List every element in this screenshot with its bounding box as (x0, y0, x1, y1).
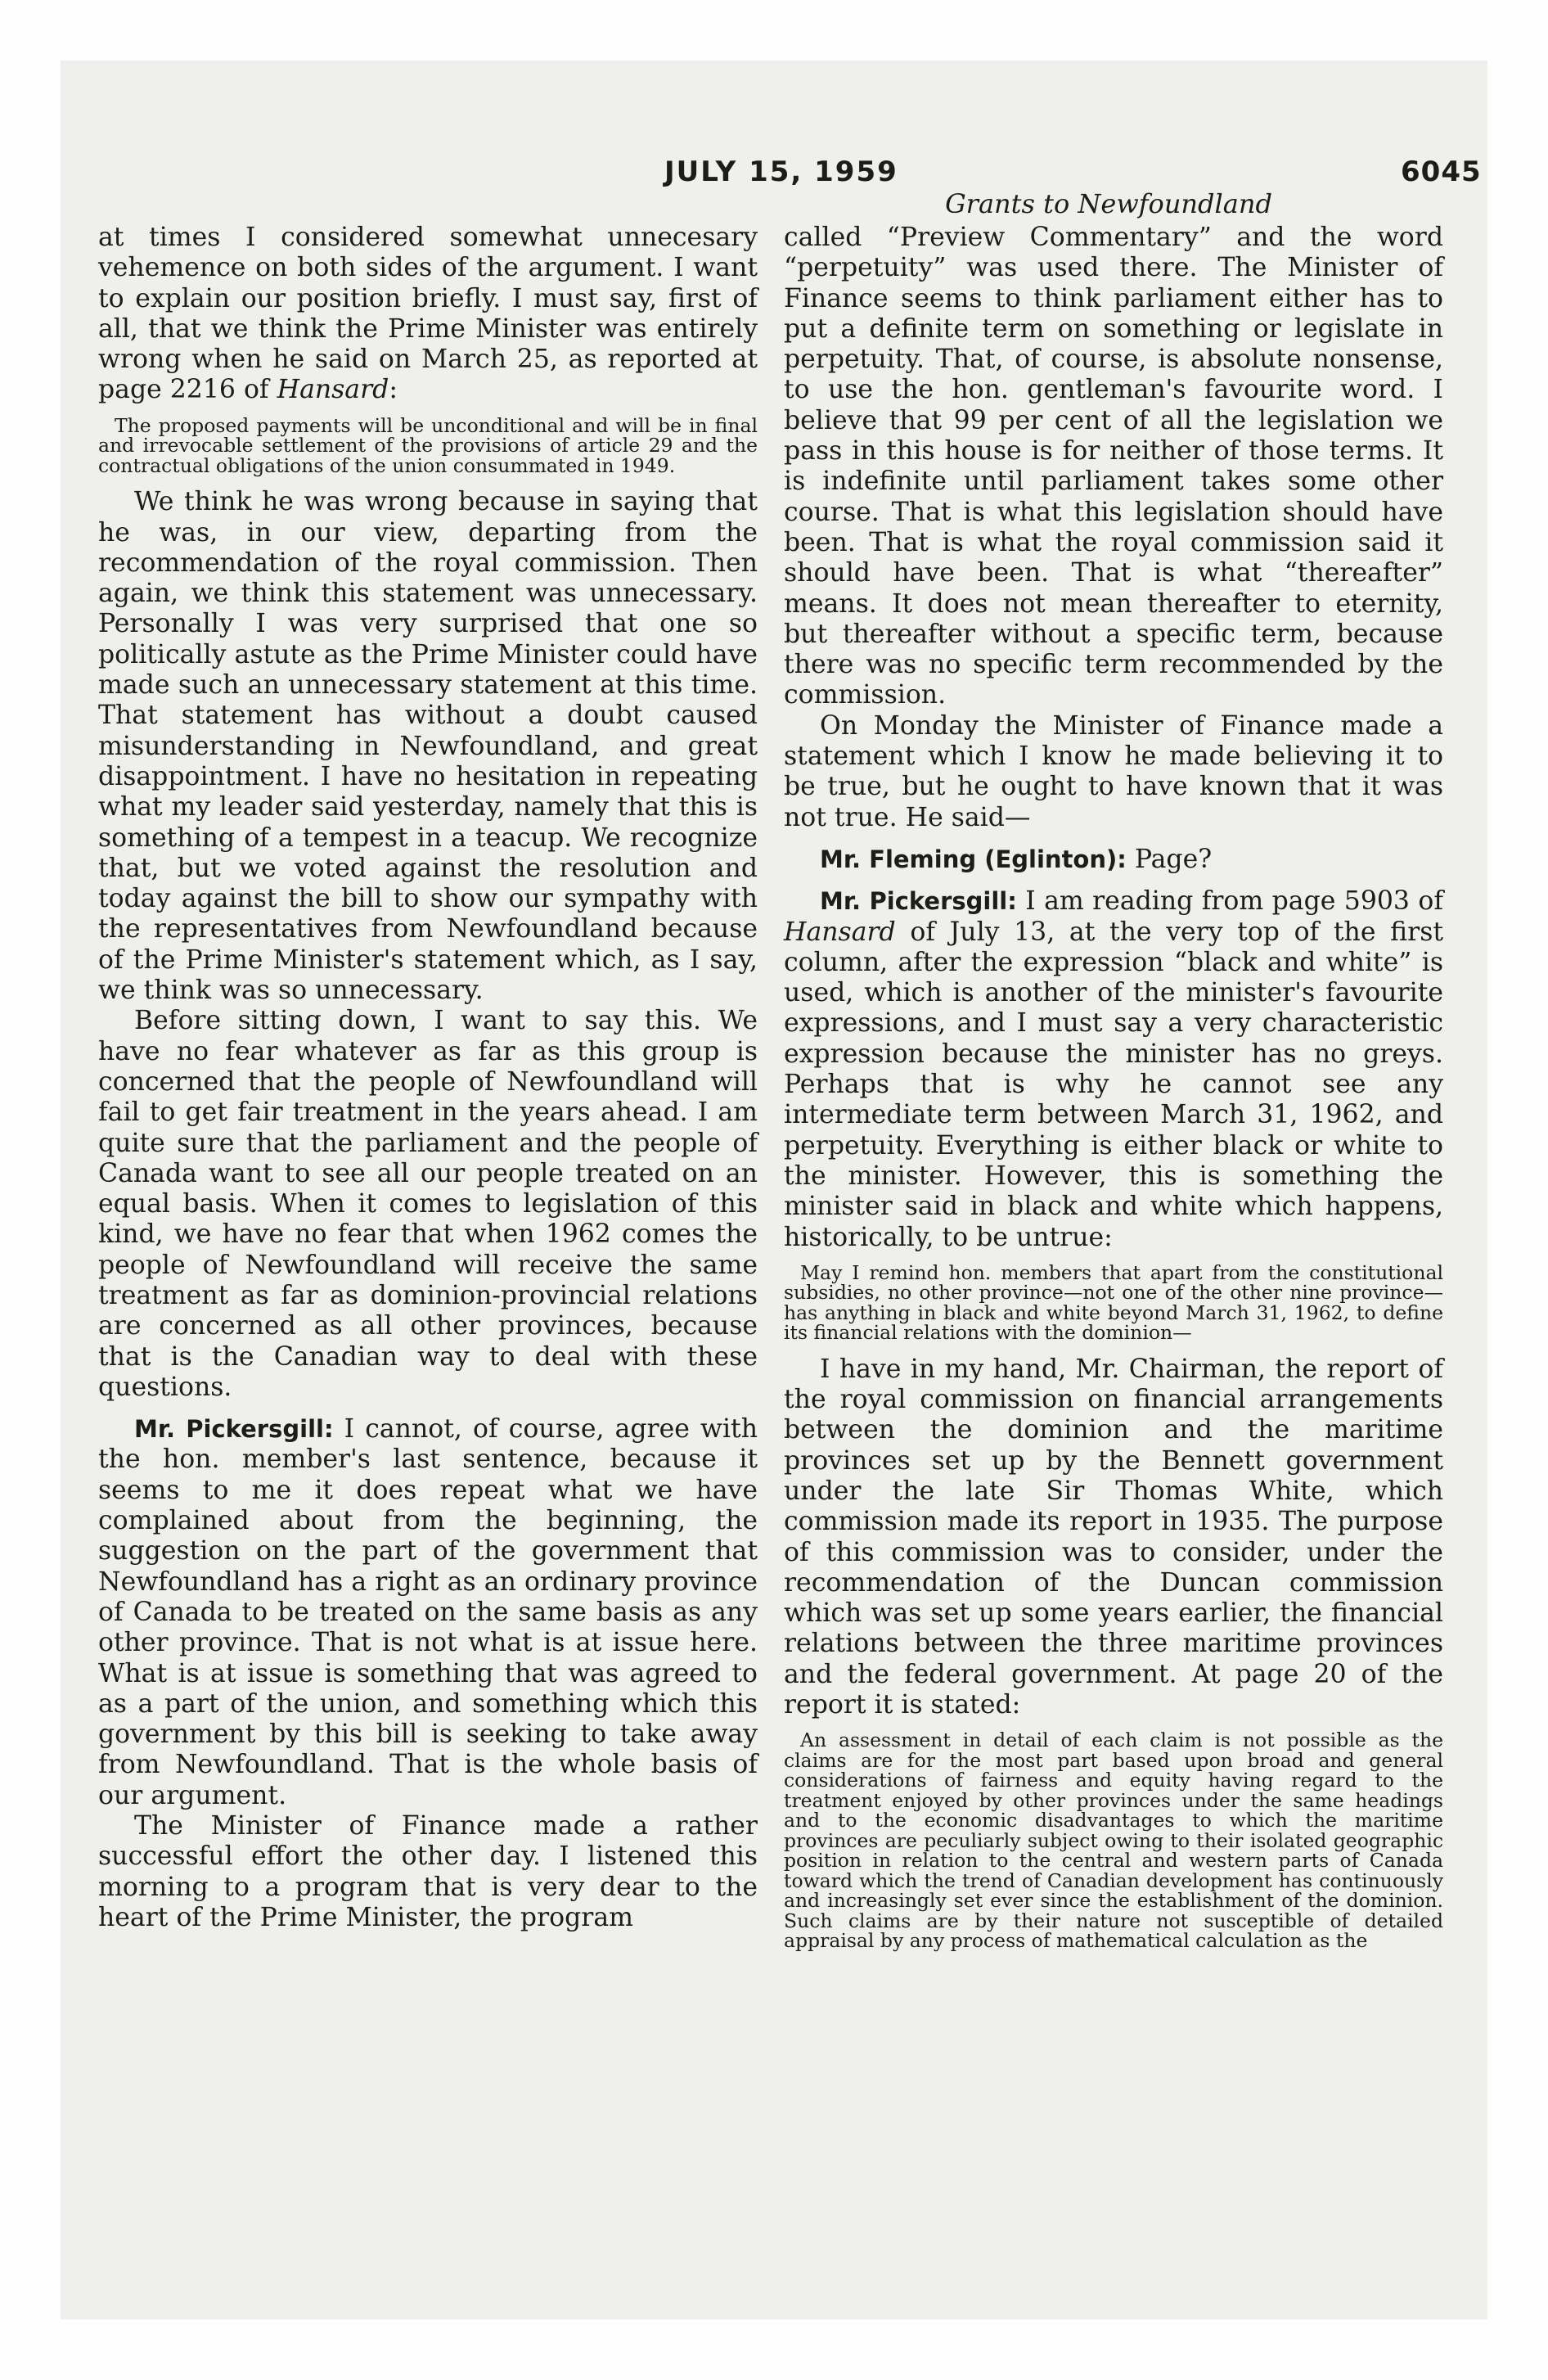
hansard-citation: Hansard (784, 917, 896, 947)
right-column (784, 223, 1443, 1963)
running-head: Grants to Newfoundland (945, 188, 1272, 219)
block-quote: The proposed payments will be unconditional and will be in final and irrevocable settlement of the provisions of article 29 and the contractual obligations of the union consummated in 1949. (98, 413, 758, 477)
hansard-citation: Hansard (277, 375, 389, 405)
block-quote: An assessment in detail of each claim is not possible as the claims are for the most part based upon broad and general considerations of fairness and equity having regard to the treatment enjoyed by other provinces under the same headings and to the economic disadvantages to which the maritime provinces are peculiarly subject owing to their isolated geographic position in relation to the central and western parts of Canada toward which the trend of Canadian development has continuously and increasingly set ever since the establishment of the dominion. Such claims are by their nature not susceptible of detailed appraisal by any process of mathematical calculation as the (784, 1729, 1443, 1953)
page-number: 6045 (1401, 156, 1482, 188)
speaker-name: Mr. Pickersgill: (820, 887, 1017, 916)
speech-paragraph: Mr. Fleming (Eglinton): Page? (820, 844, 1213, 874)
paragraph: called “Preview Commentary” and the word “perpetuity” was used there. The Minister of Finance seems to think parliament either has to put a definite term on something or legislate in perpetuity. That, of course, is absolute nonsense, to use the hon. gentleman's favourite word. I believe that 99 per cent of all the legislation we pass in this house is for neither of those terms. It is indefinite until parliament takes some other course. That is what this legislation should have been. That is what the royal commission said it should have been. That is what “thereafter” means. It does not mean thereafter to eternity, but thereafter without a specific term, because there was no specific term recommended by the commission. (784, 223, 1443, 710)
paragraph: The Minister of Finance made a rather successful effort the other day. I listened this morning to a program that is very dear to the heart of the Prime Minister, the program (98, 1811, 758, 1932)
paragraph: On Monday the Minister of Finance made a statement which I know he made believing it to be true, but he ought to have known that it was not true. He said— (784, 710, 1443, 832)
speech-paragraph: Mr. Pickersgill: I cannot, of course, agree with the hon. member's last sentence, because it seems to me it does repeat what we have complained about from the beginning, the suggestion on the part of the government that Newfoundland has a right as an ordinary province of Canada to be treated on the same basis as any other province. That is not what is at issue here. What is at issue is something that was agreed to as a part of the union, and something which this government by this bill is seeking to take away from Newfoundland. That is the whole basis of our argument. (98, 1414, 758, 1810)
header-date: JULY 15, 1959 (664, 156, 898, 188)
paragraph: Before sitting down, I want to say this. We have no fear whatever as far as this group is concerned that the people of Newfoundland will fail to get fair treatment in the years ahead. I am quite sure that the parliament and the people of Canada want to see all our people treated on an equal basis. When it comes to legislation of this kind, we have no fear that when 1962 comes the people of Newfoundland will receive the same treatment as far as dominion-provincial relations are concerned as all other provinces, because that is the Canadian way to deal with these questions. (98, 1006, 758, 1402)
paragraph: I have in my hand, Mr. Chairman, the report of the royal commission on financial arrangements between the dominion and the maritime provinces set up by the Bennett government under the late Sir Thomas White, which commission made its report in 1935. The purpose of this commission was to consider, under the recommendation of the Duncan commission which was set up some years earlier, the financial relations between the three maritime provinces and the federal government. At page 20 of the report it is stated: (784, 1354, 1443, 1720)
left-column (98, 223, 758, 1933)
speaker-name: Mr. Pickersgill: (134, 1415, 334, 1444)
paragraph: We think he was wrong because in saying that he was, in our view, departing from the recommendation of the royal commission. Then again, we think this statement was unnecessary. Personally I was very surprised that one so politically astute as the Prime Minister could have made such an unnecessary statement at this time. That statement has without a doubt caused misunderstanding in Newfoundland, and great disappointment. I have no hesitation in repeating what my leader said yesterday, namely that this is something of a tempest in a teacup. We recognize that, but we voted against the resolution and today against the bill to show our sympathy with the representatives from Newfoundland because of the Prime Minister's statement which, as I say, we think was so unnecessary. (98, 487, 758, 1006)
speech-paragraph: Mr. Pickersgill: I am reading from page 5903 of Hansard of July 13, at the very top of the first column, after the expression “black and white” is used, which is another of the minister's favourite expressions, and I must say a very characteristic expression because the minister has no greys. Perhaps that is why he cannot see any intermediate term between March 31, 1962, and perpetuity. Everything is either black or white to the minister. However, this is something the minister said in black and white which happens, historically, to be untrue: (784, 886, 1444, 1252)
speaker-name: Mr. Fleming (Eglinton): (820, 845, 1127, 873)
block-quote: May I remind hon. members that apart from the constitutional subsidies, no other province—not one of the other nine province—has anything in black and white beyond March 31, 1962, to define its financial relations with the dominion— (784, 1260, 1443, 1345)
paragraph: at times I considered somewhat unnecesary vehemence on both sides of the argument. I want to explain our position briefly. I must say, first of all, that we think the Prime Minister was entirely wrong when he said on March 25, as reported at page 2216 of Hansard: (98, 223, 758, 405)
